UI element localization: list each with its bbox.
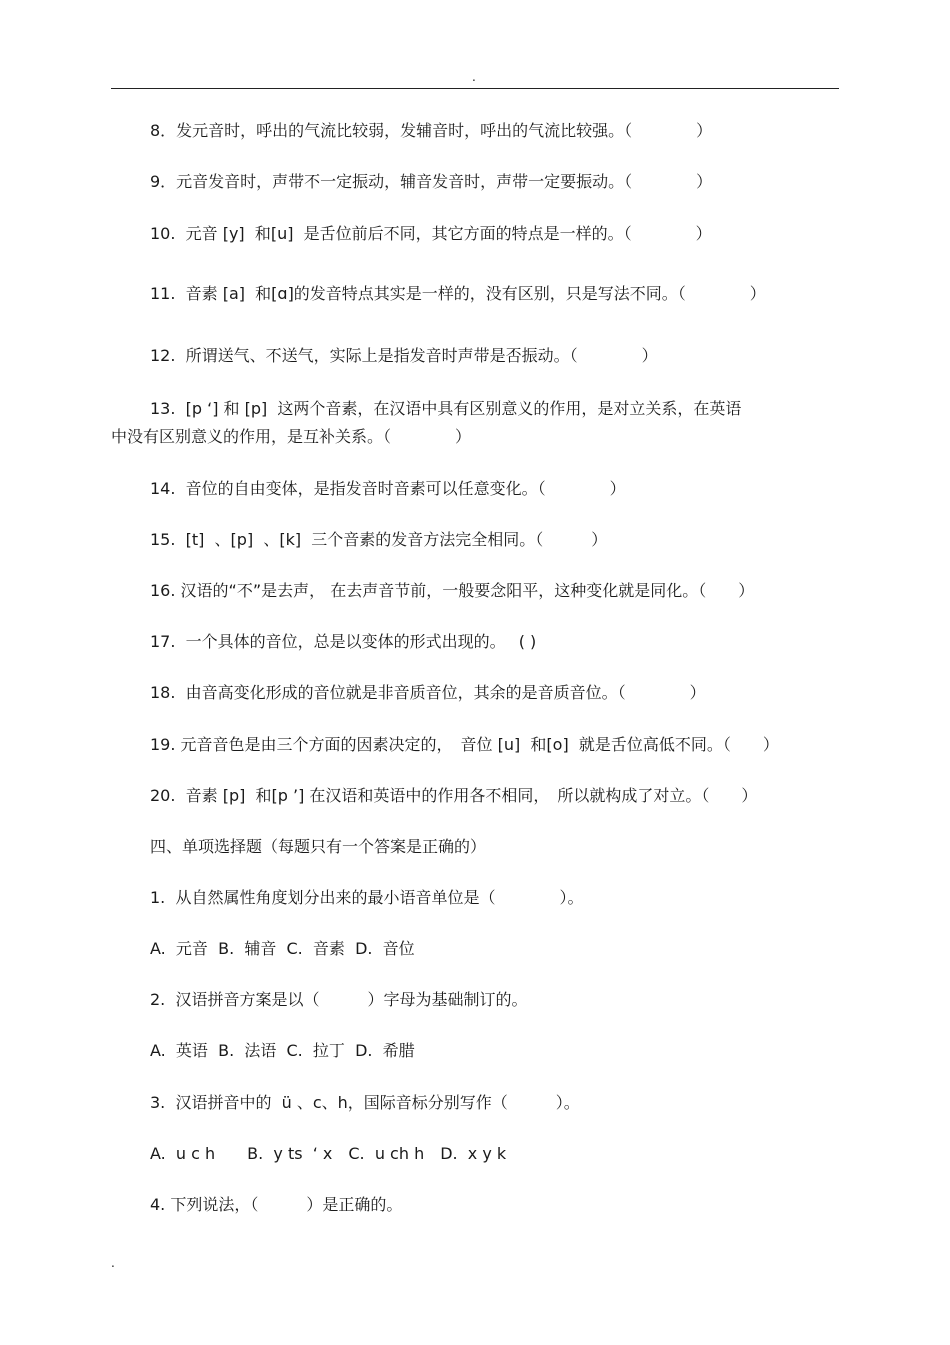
- question-17: 17. 一个具体的音位，总是以变体的形式出现的。 ( ): [150, 632, 537, 651]
- section-heading: 四、单项选择题（每题只有一个答案是正确的）: [150, 837, 487, 856]
- mc-question-1: 1. 从自然属性角度划分出来的最小语音单位是（ ）。: [150, 888, 584, 907]
- question-18: 18. 由音高变化形成的音位就是非音质音位，其余的是音质音位。（ ）: [150, 683, 706, 702]
- mc-question-2: 2. 汉语拼音方案是以（ ）字母为基础制订的。: [150, 990, 528, 1009]
- question-19: 19. 元音音色是由三个方面的因素决定的， 音位 [u] 和[o] 就是舌位高低不同。（ ）: [150, 735, 779, 754]
- question-11: 11. 音素 [a] 和[ɑ]的发音特点其实是一样的，没有区别，只是写法不同。（ ）: [150, 284, 766, 303]
- question-16: 16. 汉语的“不”是去声， 在去声音节前，一般要念阳平，这种变化就是同化。（ ）: [150, 581, 755, 600]
- mc-options-1: A. 元音 B. 辅音 C. 音素 D. 音位: [150, 939, 415, 958]
- question-13-continued: 中没有区别意义的作用，是互补关系。（ ）: [111, 427, 472, 446]
- mc-options-2: A. 英语 B. 法语 C. 拉丁 D. 希腊: [150, 1041, 415, 1060]
- question-9: 9．元音发音时，声带不一定振动，辅音发音时，声带一定要振动。（ ）: [150, 172, 713, 191]
- question-10: 10. 元音 [y] 和[u] 是舌位前后不同，其它方面的特点是一样的。（ ）: [150, 224, 712, 243]
- question-14: 14. 音位的自由变体，是指发音时音素可以任意变化。（ ）: [150, 479, 626, 498]
- question-15: 15. [t] 、[p] 、[k] 三个音素的发音方法完全相同。（ ）: [150, 530, 608, 549]
- footer-dot: .: [111, 1256, 115, 1270]
- mc-question-4: 4. 下列说法，（ ）是正确的。: [150, 1195, 403, 1214]
- question-8: 8．发元音时，呼出的气流比较弱，发辅音时，呼出的气流比较强。（ ）: [150, 121, 713, 140]
- header-rule: [111, 88, 839, 89]
- question-13: 13. [p ‘] 和 [p] 这两个音素，在汉语中具有区别意义的作用，是对立关系，在英语: [150, 399, 742, 418]
- question-20: 20. 音素 [p] 和[p ’] 在汉语和英语中的作用各不相同， 所以就构成了对立。（ ）: [150, 786, 758, 805]
- header-dot: .: [472, 70, 476, 84]
- mc-options-3: A. u c h B. y ts ‘ x C. u ch h D. x y k: [150, 1144, 507, 1163]
- question-12: 12. 所谓送气、不送气，实际上是指发音时声带是否振动。（ ）: [150, 346, 658, 365]
- mc-question-3: 3. 汉语拼音中的 ü 、c、h，国际音标分别写作（ ）。: [150, 1093, 580, 1112]
